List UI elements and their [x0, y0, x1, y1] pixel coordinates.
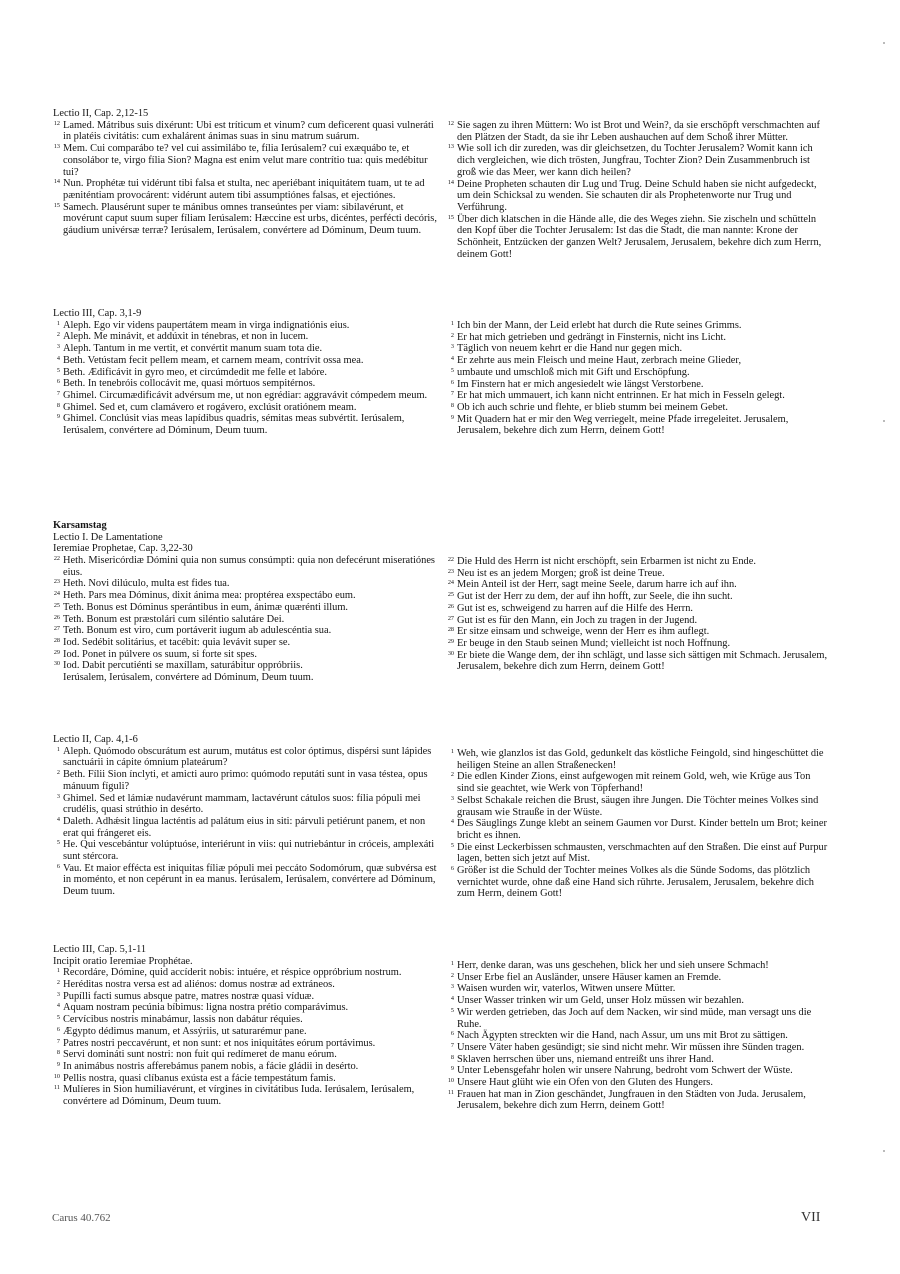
verse-number: 1	[56, 319, 60, 327]
verse-text: Sie sagen zu ihren Müttern: Wo ist Brot und Wein?, da sie erschöpft verschmachten auf den Plätzen der Stadt, da sie ihr Leben aushauchen auf dem Schoß ihrer Mütter.	[457, 120, 820, 143]
verse	[53, 649, 440, 661]
verse	[447, 1065, 830, 1077]
verse	[447, 1030, 830, 1042]
verse-number: 2	[56, 769, 60, 777]
section	[447, 556, 830, 673]
verse-number: 5	[450, 366, 454, 374]
verse-text: Er hat mich ummauert, ich kann nicht entrinnen. Er hat mich in Fesseln gelegt.	[457, 390, 785, 402]
verse-text: Mit Quadern hat er mir den Weg verriegelt, meine Pfade irregeleitet. Jerusalem, Jerusalem, bekehre dich zum Herrn, deinem Gott!	[457, 413, 789, 437]
verse-number: 29	[53, 648, 60, 656]
verse	[53, 793, 440, 816]
verse	[447, 972, 830, 984]
verse-number: 5	[56, 366, 60, 374]
verse	[447, 214, 830, 261]
verse	[447, 179, 830, 214]
verse-number: 2	[56, 979, 60, 987]
verse-text: Pellis nostra, quasi clíbanus exústa est a fácie tempestátum famis.	[63, 1072, 336, 1084]
verse-text: Über dich klatschen in die Hände alle, die des Weges ziehn. Sie zischeln und schütteln den Kopf über die Tochter Jerusalem: Ist das die Stadt, die man nannte: Krone der Schönheit, Entzücken der ganzen Welt? Jerusalem, Jerusalem, bekehre dich zum Herrn, deinem Gott!	[457, 213, 822, 260]
verse	[447, 591, 830, 603]
verse-number: 22	[53, 555, 60, 563]
verse	[53, 1073, 440, 1085]
verse	[447, 402, 830, 414]
verse-text: Heth. Novi dilúculo, multa est fides tua.	[63, 578, 230, 590]
verse-text: Täglich von neuem kehrt er die Hand nur gegen mich.	[457, 343, 683, 355]
verse	[447, 320, 830, 332]
verse-text: Weh, wie glanzlos ist das Gold, gedunkelt das köstliche Feingold, sind hingeschüttet die heiligen Steine an allen Straßenecken!	[457, 748, 824, 771]
verse	[53, 660, 440, 672]
section-subheading: Incipit oratio Ieremiae Prophétae.	[53, 955, 193, 967]
verse	[447, 771, 830, 794]
verse-text: Frauen hat man in Zion geschändet, Jungfrauen in den Städten von Juda. Jerusalem, Jerusalem, bekehre dich zum Herrn, deinem Gott!	[457, 1088, 806, 1112]
verse	[53, 390, 440, 402]
verse	[447, 390, 830, 402]
verse-number: 30	[447, 649, 454, 657]
verse-number: 1	[56, 967, 60, 975]
page-number: VII	[801, 1210, 821, 1225]
verse	[447, 795, 830, 818]
verse-number: 8	[450, 401, 454, 409]
verse	[53, 839, 440, 862]
verse-number: 3	[450, 983, 454, 991]
verse-text: Iod. Sedébit solitárius, et tacébit: quia levávit super se.	[63, 636, 291, 648]
verse-number: 24	[53, 590, 60, 598]
verse	[53, 120, 440, 143]
verse-number: 12	[53, 119, 60, 127]
verse	[447, 1042, 830, 1054]
verse	[53, 967, 440, 979]
verse-number: 6	[450, 865, 454, 873]
section-heading: Lectio II, Cap. 2,12-15	[53, 108, 149, 119]
verse	[53, 143, 440, 178]
verse	[53, 614, 440, 626]
section	[53, 734, 440, 898]
verse-text: Aleph. Me minávit, et addúxit in ténebras, et non in lucem.	[63, 331, 309, 343]
verse-number: 28	[447, 626, 454, 634]
verse-text: Beth. In tenebróis collocávit me, quasi mórtuos sempitérnos.	[63, 378, 316, 390]
verse	[53, 991, 440, 1003]
verse-number: 27	[447, 614, 454, 622]
verse-text: Iod. Dabit percutiénti se maxíllam, saturábitur oppróbriis.	[63, 660, 303, 672]
verse-number: 4	[450, 355, 454, 363]
verse-number: 6	[56, 378, 60, 386]
verse-number: 4	[56, 1002, 60, 1010]
verse	[53, 178, 440, 201]
verse	[447, 960, 830, 972]
verse	[53, 402, 440, 414]
verse-number: 14	[447, 178, 454, 186]
verse-number: 7	[450, 1041, 454, 1049]
verse-number: 24	[447, 579, 454, 587]
verse-number: 15	[53, 201, 60, 209]
verse	[447, 818, 830, 841]
verse-text: Beth. Fílii Sion ínclyti, et amicti auro primo: quómodo reputáti sunt in vasa téstea, opus mánuum fíguli?	[63, 769, 428, 792]
verse-text: Heth. Pars mea Dóminus, dixit ánima mea: proptérea exspectábo eum.	[63, 590, 356, 602]
verse-text: Daleth. Adhǽsit lingua lacténtis ad palátum eius in siti: párvuli petiérunt panem, et non erat qui frángeret eis.	[63, 815, 426, 839]
verse-text: Patres nostri peccavérunt, et non sunt: et nos iniquitátes eórum portávimus.	[63, 1037, 376, 1049]
section	[447, 320, 830, 437]
verse	[447, 143, 830, 178]
verse	[447, 983, 830, 995]
section	[447, 748, 830, 900]
verse	[53, 816, 440, 839]
section-heading: Lectio III, Cap. 3,1-9	[53, 308, 142, 319]
verse-number: 22	[447, 556, 454, 563]
verse	[53, 1002, 440, 1014]
verse-text: Wir werden getrieben, das Joch auf dem Nacken, wir sind müde, man versagt uns die Ruhe.	[457, 1006, 812, 1030]
section	[53, 308, 440, 437]
verse-number: 4	[56, 354, 60, 362]
verse-text: Unser Erbe fiel an Ausländer, unsere Häuser kamen an Fremde.	[457, 971, 722, 983]
verse-number: 11	[448, 1088, 454, 1096]
section	[53, 108, 440, 237]
verse-text: Er beuge in den Staub seinen Mund; vielleicht ist noch Hoffnung.	[457, 637, 731, 649]
verse-text: Er zehrte aus mein Fleisch und meine Haut, zerbrach meine Glieder,	[457, 355, 742, 367]
verse	[447, 1007, 830, 1030]
verse-number: 5	[450, 1006, 454, 1014]
section	[53, 944, 440, 1108]
verse-text: Servi domináti sunt nostri: non fuit qui redímeret de manu eórum.	[63, 1049, 337, 1061]
verse	[53, 602, 440, 614]
verse-text: He. Qui vescebántur volúptuóse, interiérunt in viis: qui nutriebántur in cróceis, amplexáti sunt stércora.	[63, 839, 435, 863]
verse-text: Ich bin der Mann, der Leid erlebt hat durch die Rute seines Grimms.	[457, 320, 742, 331]
verse-number: 9	[56, 1061, 60, 1068]
verse-text: Gut ist es für den Mann, ein Joch zu tragen in der Jugend.	[457, 614, 698, 626]
verse	[53, 625, 440, 637]
verse-number: 4	[450, 818, 454, 826]
verse-text: Recordáre, Dómine, quid accíderit nobis: intuére, et réspice oppróbrium nostrum.	[63, 967, 402, 979]
verse	[447, 1054, 830, 1066]
verse	[447, 626, 830, 638]
verse-number: 8	[56, 401, 60, 409]
verse	[53, 378, 440, 390]
verse	[53, 637, 440, 649]
verse	[447, 343, 830, 355]
section	[447, 960, 830, 1112]
verse-text: Er hat mich getrieben und gedrängt in Finsternis, nicht ins Licht.	[457, 331, 726, 343]
verse-text: Ægypto dédimus manum, et Assýriis, ut saturarémur pane.	[63, 1025, 307, 1037]
verse-number: 26	[447, 602, 454, 610]
verse-number: 2	[56, 331, 60, 339]
verse-number: 5	[56, 839, 60, 847]
verse-number: 4	[56, 815, 60, 823]
verse-number: 1	[450, 748, 454, 755]
verse-text: Unsere Haut glüht wie ein Ofen von den Gluten des Hungers.	[457, 1077, 713, 1089]
verse	[53, 413, 440, 436]
verse	[53, 1014, 440, 1026]
verse-text: Unsere Väter haben gesündigt; sie sind nicht mehr. Wir müssen ihre Sünden tragen.	[457, 1041, 805, 1053]
verse-text: Ghimel. Conclúsit vias meas lapídibus quadris, sémitas meas subvértit. Ierúsalem, Ierúsalem, convértere ad Dóminum, Deum tuum.	[63, 413, 405, 437]
verse-text: Pupílli facti sumus absque patre, matres nostræ quasi víduæ.	[63, 990, 315, 1002]
verse	[53, 672, 440, 684]
verse-number: 8	[56, 1049, 60, 1057]
verse-text: Im Finstern hat er mich angesiedelt wie längst Verstorbene.	[457, 378, 704, 390]
verse	[447, 1077, 830, 1089]
verse-number: 6	[450, 378, 454, 386]
verse-number: 3	[56, 343, 60, 351]
verse-text: Ghimel. Circumædificávit advérsum me, ut non egrédiar: aggravávit cómpedem meum.	[63, 389, 428, 401]
verse-text: Nach Ägypten streckten wir die Hand, nach Assur, um uns mit Brot zu sättigen.	[457, 1030, 788, 1042]
verse-number: 30	[53, 660, 60, 668]
scan-mark	[883, 1150, 885, 1152]
verse-text: Waisen wurden wir, vaterlos, Witwen unsere Mütter.	[457, 983, 676, 995]
verse	[447, 355, 830, 367]
verse	[53, 1084, 440, 1107]
verse	[447, 638, 830, 650]
verse-text: Ghimel. Sed et lámiæ nudavérunt mammam, lactavérunt cátulos suos: fília pópuli mei crudélis, quasi strúthio in desérto.	[63, 792, 421, 816]
verse	[53, 1061, 440, 1073]
verse	[447, 615, 830, 627]
verse-text: Des Säuglings Zunge klebt an seinem Gaumen vor Durst. Kinder betteln um Brot; keiner bricht es ihnen.	[457, 818, 827, 841]
verse-number: 10	[447, 1077, 454, 1085]
verse-text: Teth. Bonus est Dóminus sperántibus in eum, ánimæ quærénti illum.	[63, 601, 348, 613]
verse	[447, 995, 830, 1007]
verse-number: 5	[450, 841, 454, 849]
verse-text: Die einst Leckerbissen schmausten, verschmachten auf den Straßen. Die einst auf Purpur lagen, betten sich jetzt auf Mist.	[457, 841, 828, 865]
verse-text: Ob ich auch schrie und flehte, er blieb stumm bei meinem Gebet.	[457, 401, 728, 413]
catalog-number: Carus 40.762	[52, 1212, 111, 1224]
verse-text: Mulíeres in Sion humiliavérunt, et vírgines in civitátibus Iuda. Ierúsalem, Ierúsalem, convértere ad Dóminum, Deum tuum.	[63, 1084, 415, 1108]
verse-number: 26	[53, 613, 60, 621]
verse	[53, 578, 440, 590]
verse-text: Nun. Prophétæ tui vidérunt tibi falsa et stulta, nec aperiébant iniquitátem tuam, ut te ad pæniténtiam provocárent: vidérunt autem tibi assumptiónes falsas, et ejectiónes.	[63, 178, 425, 201]
verse-text: Mein Anteil ist der Herr, sagt meine Seele, darum harre ich auf ihn.	[457, 579, 737, 591]
verse-text: Lamed. Mátribus suis dixérunt: Ubi est tríticum et vinum? cum deficerent quasi vulneráti in platéis civitátis: cum exhalárent ánimas suas in sinu matrum suárum.	[63, 119, 434, 143]
verse-number: 2	[450, 771, 454, 779]
verse	[53, 343, 440, 355]
verse-number: 4	[450, 995, 454, 1003]
verse	[447, 414, 830, 437]
verse	[53, 1049, 440, 1061]
verse-text: Herr, denke daran, was uns geschehen, blick her und sieh unsere Schmach!	[457, 960, 769, 971]
verse-text: Sklaven herrschen über uns, niemand entreißt uns ihrer Hand.	[457, 1053, 714, 1065]
verse-text: Aleph. Ego vir videns paupertátem meam in virga indignatiónis eius.	[63, 319, 350, 331]
verse-number: 11	[54, 1084, 60, 1092]
verse-text: Unter Lebensgefahr holen wir unsere Nahrung, bedroht vom Schwert der Wüste.	[457, 1065, 793, 1077]
verse-number: 10	[53, 1072, 60, 1080]
verse-number: 12	[447, 120, 454, 127]
verse-number: 13	[53, 143, 60, 151]
verse	[447, 748, 830, 771]
verse-number: 23	[447, 567, 454, 575]
verse	[447, 568, 830, 580]
verse	[447, 556, 830, 568]
verse-text: Ghimel. Sed et, cum clamávero et rogávero, exclúsit oratiónem meam.	[63, 401, 357, 413]
verse-number: 2	[450, 971, 454, 979]
verse	[53, 367, 440, 379]
verse	[447, 603, 830, 615]
verse-text: Teth. Bonum est viro, cum portáverit iugum ab adulescéntia sua.	[63, 625, 332, 637]
verse	[447, 379, 830, 391]
verse	[447, 579, 830, 591]
section-heading: Lectio III, Cap. 5,1-11	[53, 944, 147, 955]
verse	[53, 1038, 440, 1050]
verse-text: Vau. Et maior effécta est iniquitas fíliæ pópuli mei peccáto Sodomórum, quæ subvérsa est in moménto, et non cepérunt in ea manus. Ierúsalem, Ierúsalem, convértere ad Dóminum, Deum tuum.	[63, 862, 437, 898]
verse-text: Teth. Bonum est præstolári cum siléntio salutáre Dei.	[63, 613, 285, 625]
verse-number: 9	[56, 413, 60, 421]
verse-number: 6	[56, 1025, 60, 1033]
verse-text: Selbst Schakale reichen die Brust, säugen ihre Jungen. Die Töchter meines Volkes sind grausam wie Strauße in der Wüste.	[457, 794, 819, 818]
verse-text: Wie soll ich dir zureden, was dir gleichsetzen, du Tochter Jerusalem? Womit kann ich dich vergleichen, wie dich trösten, Jungfrau, Tochter Zion? Dein Zusammenbruch ist groß wie das Meer, wer kann dich heilen?	[457, 143, 813, 178]
verse-number	[53, 672, 63, 684]
verse-number: 14	[53, 178, 60, 186]
verse	[447, 865, 830, 900]
verse-text: Aleph. Quómodo obscurátum est aurum, mutátus est color óptimus, dispérsi sunt lápides sanctuárii in cápite ómnium plateárum?	[63, 745, 432, 769]
verse	[53, 355, 440, 367]
verse-text: Cervícibus nostris minabámur, lassis non dabátur réquies.	[63, 1014, 303, 1026]
verse-number: 1	[450, 960, 454, 967]
verse-text: Unser Wasser trinken wir um Geld, unser Holz müssen wir bezahlen.	[457, 995, 744, 1007]
verse-text: Heth. Misericórdiæ Dómini quia non sumus consúmpti: quia non defecérunt miseratiónes eius.	[63, 555, 435, 578]
verse-number: 6	[56, 862, 60, 870]
verse-number: 27	[53, 625, 60, 633]
section-heading: Karsamstag	[53, 520, 107, 531]
verse-number: 25	[447, 591, 454, 599]
verse-number: 25	[53, 601, 60, 609]
verse-number: 9	[450, 1065, 454, 1073]
verse-number: 3	[450, 794, 454, 802]
scan-mark	[883, 420, 885, 422]
verse-text: Die edlen Kinder Zions, einst aufgewogen mit reinem Gold, weh, wie Krüge aus Ton sind sie geachtet, wie Werk von Töpferhand!	[457, 771, 811, 795]
verse-text: Er biete die Wange dem, der ihn schlägt, und lasse sich sättigen mit Schmach. Jerusalem, Jerusalem, bekehre dich zum Herrn, deinem Gott!	[457, 649, 828, 673]
verse-number: 29	[447, 637, 454, 645]
verse	[53, 979, 440, 991]
verse-number: 1	[450, 320, 454, 327]
verse-number: 3	[56, 792, 60, 800]
verse	[53, 331, 440, 343]
verse-text: Beth. Ædificávit in gyro meo, et circúmdedit me felle et labóre.	[63, 366, 328, 378]
verse	[53, 1026, 440, 1038]
verse	[447, 842, 830, 865]
verse	[447, 1089, 830, 1112]
verse-text: Iod. Ponet in púlvere os suum, si forte sit spes.	[63, 648, 257, 660]
verse-number: 7	[56, 1037, 60, 1045]
verse	[447, 332, 830, 344]
verse-text: umbaute und umschloß mich mit Gift und Erschöpfung.	[457, 366, 690, 378]
verse-text: Neu ist es an jedem Morgen; groß ist deine Treue.	[457, 567, 665, 579]
verse	[53, 555, 440, 578]
verse-text: Er sitze einsam und schweige, wenn der Herr es ihm auflegt.	[457, 626, 710, 638]
verse	[53, 746, 440, 769]
verse-text: Deine Propheten schauten dir Lug und Trug. Deine Schuld haben sie nicht aufgedeckt, um dein Schicksal zu wenden. Sie schauten dir als Prophetenworte nur Trug und Verführung.	[457, 178, 817, 213]
verse-number: 2	[450, 331, 454, 339]
section-subheading: Lectio I. De Lamentatione	[53, 531, 163, 543]
verse-number: 8	[450, 1053, 454, 1061]
verse	[53, 769, 440, 792]
verse	[447, 650, 830, 673]
verse	[53, 320, 440, 332]
verse-number: 23	[53, 578, 60, 586]
verse-number: 7	[450, 390, 454, 398]
verse-text: Die Huld des Herrn ist nicht erschöpft, sein Erbarmen ist nicht zu Ende.	[457, 556, 756, 567]
verse	[447, 120, 830, 143]
verse-text: Aquam nostram pecúnia bíbimus: ligna nostra prétio comparávimus.	[63, 1002, 349, 1014]
verse-number: 3	[56, 990, 60, 998]
verse-number: 7	[56, 389, 60, 397]
verse-text: Größer ist die Schuld der Tochter meines Volkes als die Sünde Sodoms, das plötzlich vernichtet wurde, ohne daß eine Hand sich rührte. Jerusalem, Jerusalem, bekehre dich zum Herrn, deinem Gott!	[457, 865, 814, 900]
section-subheading: Ieremiae Prophetae, Cap. 3,22-30	[53, 543, 193, 555]
verse-number: 6	[450, 1030, 454, 1038]
verse-number: 5	[56, 1014, 60, 1022]
section-heading: Lectio II, Cap. 4,1-6	[53, 734, 138, 745]
verse	[53, 590, 440, 602]
verse-number: 3	[450, 343, 454, 351]
verse-number: 9	[450, 413, 454, 421]
verse-text: Heréditas nostra versa est ad aliénos: domus nostræ ad extráneos.	[63, 979, 335, 991]
verse-text: In animábus nostris afferebámus panem nobis, a fácie gládii in desérto.	[63, 1061, 359, 1072]
section	[53, 520, 440, 684]
verse-number: 15	[447, 213, 454, 221]
verse	[53, 202, 440, 237]
verse-text: Ierúsalem, Ierúsalem, convértere ad Dóminum, Deum tuum.	[63, 672, 314, 684]
verse-text: Gut ist es, schweigend zu harren auf die Hilfe des Herrn.	[457, 602, 694, 614]
scan-mark	[883, 42, 885, 44]
verse-text: Samech. Plausérunt super te mánibus omnes transeúntes per viam: sibilavérunt, et movérunt caput suum super fíliam Ierúsalem: Hæccine est urbs, dicéntes, perfécti decóris, gáudium univérsæ terræ? Ierúsalem, Ierúsalem, convértere ad Dóminum, Deum tuum.	[63, 201, 437, 237]
verse-text: Mem. Cui comparábo te? vel cui assimilábo te, fília Ierúsalem? cui exæquábo te, et consolábor te, virgo fília Sion? Magna est enim velut mare contrítio tua: quis medébitur tui?	[63, 143, 428, 178]
verse	[447, 367, 830, 379]
verse-text: Gut ist der Herr zu dem, der auf ihn hofft, zur Seele, die ihn sucht.	[457, 591, 733, 603]
verse-text: Beth. Vetústam fecit pellem meam, et carnem meam, contrívit ossa mea.	[63, 354, 364, 366]
verse-number: 1	[56, 745, 60, 753]
verse-text: Aleph. Tantum in me vertit, et convértit manum suam tota die.	[63, 343, 323, 355]
verse-number: 28	[53, 636, 60, 644]
verse	[53, 863, 440, 898]
section	[447, 120, 830, 260]
verse-number: 13	[447, 143, 454, 151]
